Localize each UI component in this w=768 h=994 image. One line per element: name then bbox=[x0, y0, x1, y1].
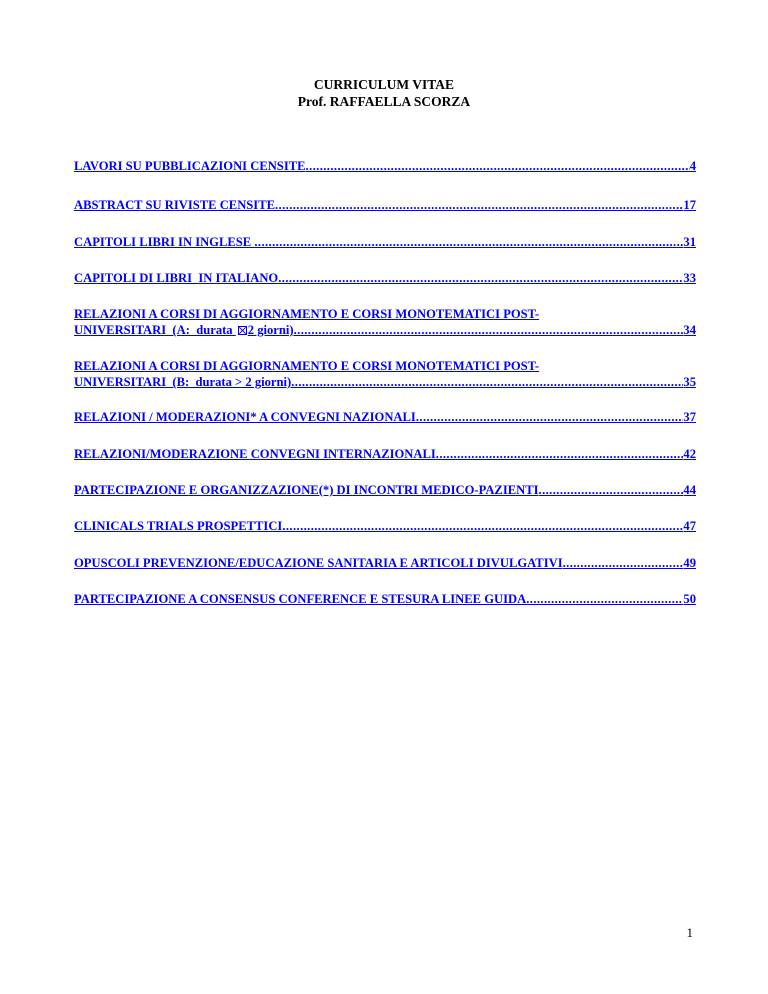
toc-page-number: 37 bbox=[683, 410, 696, 424]
toc-leader-dots bbox=[416, 409, 684, 425]
toc-entry-convegni-internazionali[interactable] bbox=[74, 446, 696, 462]
toc-entry-label-line2: UNIVERSITARI (B: durata > 2 giorni) bbox=[74, 375, 292, 389]
toc-page-number: 4 bbox=[689, 159, 696, 173]
toc-leader-dots bbox=[436, 446, 684, 462]
toc-entry-relazioni-corsi-b[interactable] bbox=[74, 358, 696, 390]
toc-page-number: 44 bbox=[683, 483, 696, 497]
toc-leader-dots bbox=[254, 234, 683, 250]
title-line-2: Prof. RAFFAELLA SCORZA bbox=[297, 94, 471, 109]
toc-leader-dots bbox=[539, 482, 684, 498]
toc-page-number: 50 bbox=[683, 592, 696, 606]
toc-leader-dots bbox=[526, 591, 683, 607]
toc-page-number: 34 bbox=[683, 323, 696, 337]
toc-entry-label-line1: RELAZIONI A CORSI DI AGGIORNAMENTO E CORSI MONOTEMATICI POST- bbox=[74, 307, 540, 321]
toc-entry-label: PARTECIPAZIONE E ORGANIZZAZIONE(*) DI INCONTRI MEDICO-PAZIENTI bbox=[74, 483, 539, 497]
toc-entry-label-line2: UNIVERSITARI (A: durata 2 giorni) bbox=[74, 323, 294, 337]
title-line-1: CURRICULUM VITAE bbox=[313, 77, 455, 92]
toc-entry-abstract[interactable] bbox=[74, 197, 696, 213]
toc-leader-dots bbox=[306, 158, 690, 174]
toc-leader-dots bbox=[278, 270, 683, 286]
toc-entry-label: CLINICALS TRIALS PROSPETTICI bbox=[74, 519, 283, 533]
toc-page-number: 42 bbox=[683, 447, 696, 461]
toc-leader-dots bbox=[282, 518, 683, 534]
toc-entry-label-line1: RELAZIONI A CORSI DI AGGIORNAMENTO E CORSI MONOTEMATICI POST- bbox=[74, 359, 540, 373]
toc-entry-capitoli-italiano[interactable] bbox=[74, 270, 696, 286]
toc-entry-consensus-conference[interactable] bbox=[74, 591, 696, 607]
toc-entry-incontri-medico-pazienti[interactable] bbox=[74, 482, 696, 498]
toc-entry-label: CAPITOLI LIBRI IN INGLESE bbox=[74, 235, 255, 249]
toc-entry-capitoli-inglese[interactable] bbox=[74, 234, 696, 250]
toc-page-number: 33 bbox=[683, 271, 696, 285]
toc-entry-label: LAVORI SU PUBBLICAZIONI CENSITE bbox=[74, 159, 306, 173]
less-equal-symbol-icon bbox=[238, 326, 247, 335]
toc-entry-lavori-pubblicazioni[interactable] bbox=[74, 158, 696, 174]
page-number: 1 bbox=[686, 925, 693, 940]
document-title bbox=[0, 76, 768, 110]
toc-entry-label: OPUSCOLI PREVENZIONE/EDUCAZIONE SANITARIA E ARTICOLI DIVULGATIVI bbox=[74, 556, 563, 570]
toc-page-number: 31 bbox=[683, 235, 696, 249]
toc-entry-clinical-trials[interactable] bbox=[74, 518, 696, 534]
toc-leader-dots bbox=[291, 374, 683, 390]
toc-leader-dots bbox=[275, 197, 683, 213]
toc-entry-opuscoli[interactable] bbox=[74, 555, 696, 571]
toc-page-number: 17 bbox=[683, 198, 696, 212]
toc-entry-relazioni-corsi-a[interactable] bbox=[74, 306, 696, 338]
toc-entry-label: RELAZIONI / MODERAZIONI* A CONVEGNI NAZIONALI bbox=[74, 410, 416, 424]
toc-leader-dots bbox=[563, 555, 684, 571]
toc-leader-dots bbox=[294, 322, 684, 338]
toc-page-number: 49 bbox=[683, 556, 696, 570]
toc-entry-label: RELAZIONI/MODERAZIONE CONVEGNI INTERNAZIONALI bbox=[74, 447, 436, 461]
toc-entry-label: PARTECIPAZIONE A CONSENSUS CONFERENCE E STESURA LINEE GUIDA bbox=[74, 592, 527, 606]
toc-page-number: 35 bbox=[683, 375, 696, 389]
toc-entry-convegni-nazionali[interactable] bbox=[74, 409, 696, 425]
toc-entry-label: ABSTRACT SU RIVISTE CENSITE bbox=[74, 198, 275, 212]
toc-entry-label: CAPITOLI DI LIBRI IN ITALIANO bbox=[74, 271, 279, 285]
toc-page-number: 47 bbox=[683, 519, 696, 533]
